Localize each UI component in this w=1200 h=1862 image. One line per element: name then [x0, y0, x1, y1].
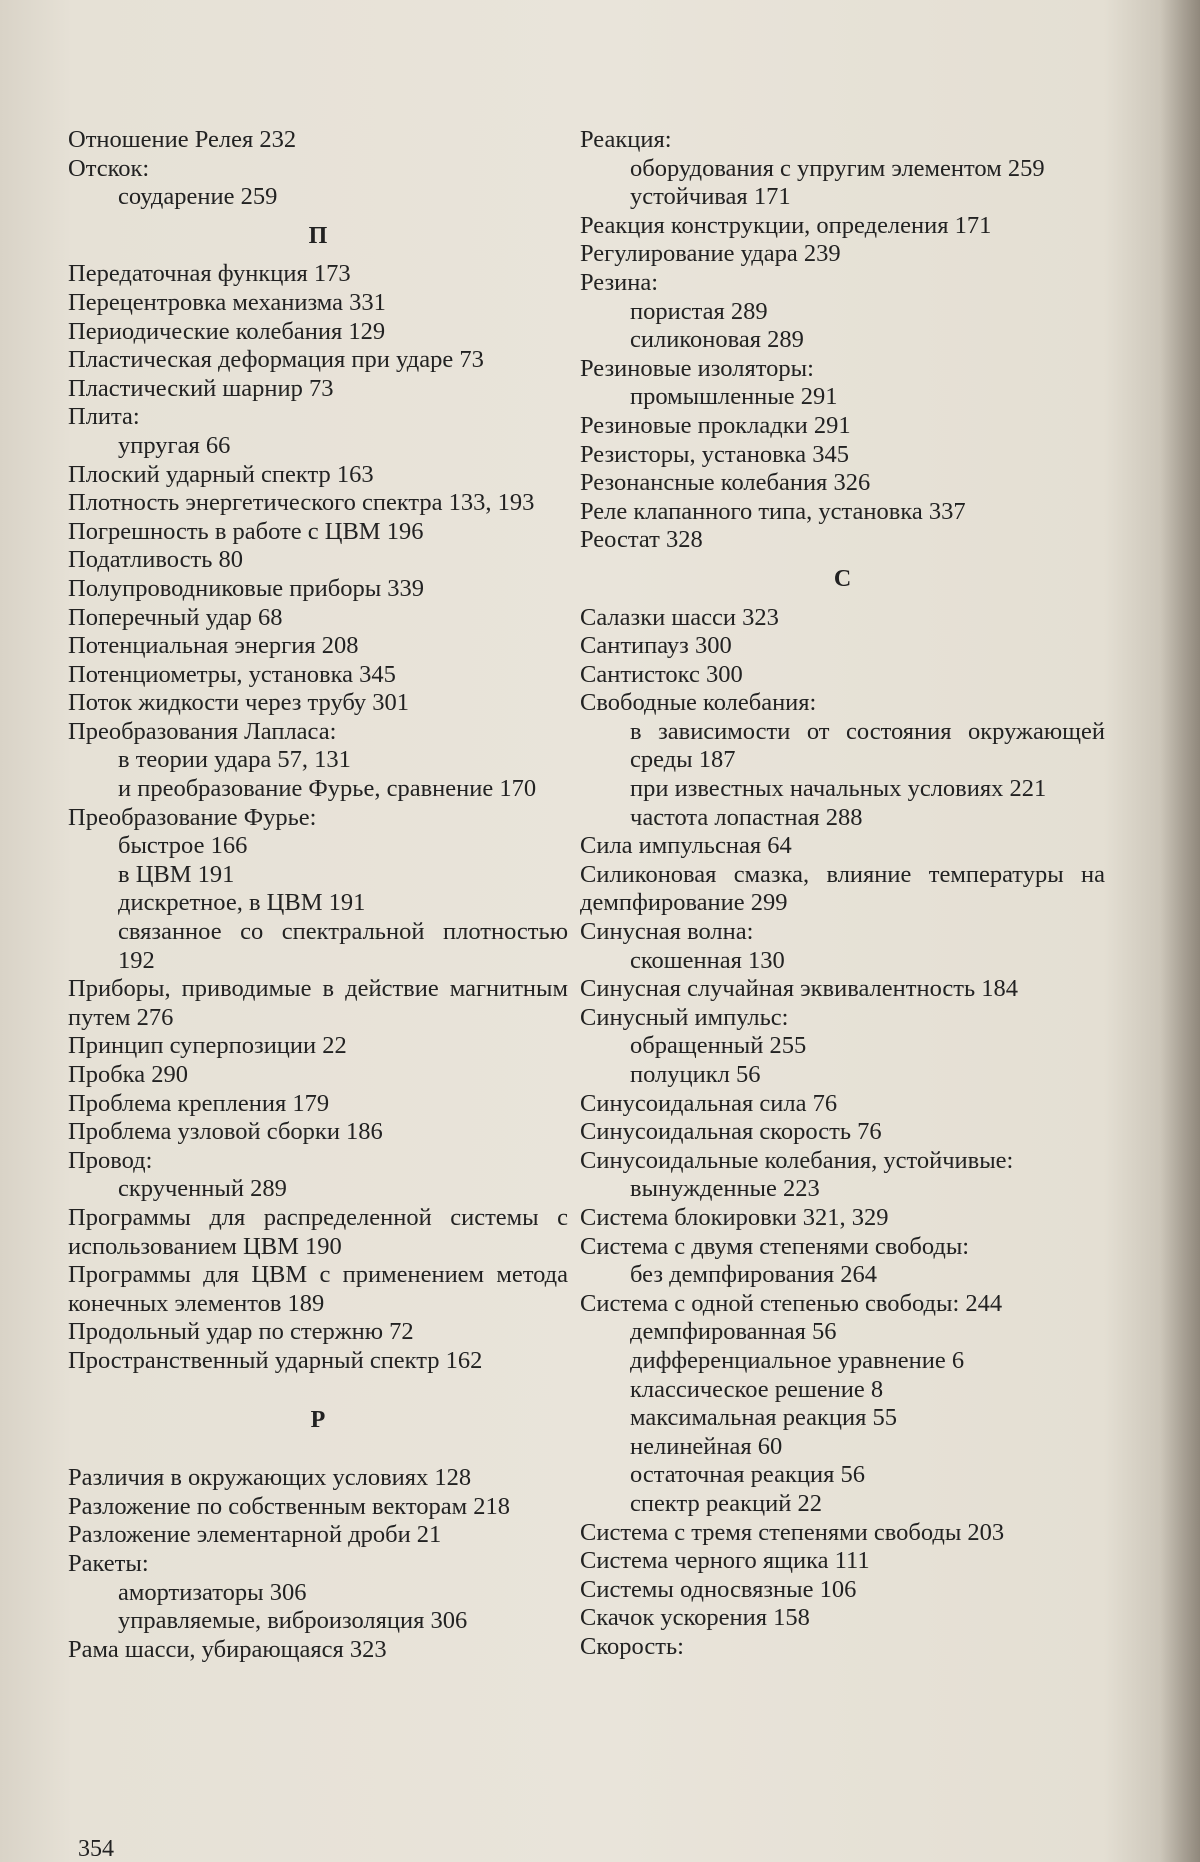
section-letter: С [833, 565, 852, 592]
index-subentry: пористая 289 [630, 297, 768, 325]
index-subentry: нелинейная 60 [630, 1432, 783, 1460]
index-entry: Пространственный ударный спектр 162 [68, 1346, 483, 1374]
index-entry: Проблема крепления 179 [68, 1089, 330, 1117]
index-subentry: амортизаторы 306 [118, 1578, 307, 1606]
index-entry: Резиновые прокладки 291 [580, 411, 851, 439]
index-column-left [68, 126, 568, 1664]
index-subentry: обращенный 255 [630, 1032, 807, 1060]
index-subentry: без демпфирования 264 [630, 1261, 878, 1289]
index-entry: Проблема узловой сборки 186 [68, 1118, 383, 1146]
index-subentry: соударение 259 [118, 183, 278, 211]
index-entry: Сантистокс 300 [580, 660, 743, 688]
index-entry: Рама шасси, убирающаяся 323 [68, 1635, 387, 1663]
index-subentry: дифференциальное уравнение 6 [630, 1346, 965, 1374]
index-entry: Полупроводниковые приборы 339 [68, 574, 425, 602]
index-entry: Система черного ящика 111 [580, 1547, 870, 1575]
index-subentry: быстрое 166 [118, 832, 248, 860]
index-entry: Силиконовая смазка, влияние температуры на демпфирование 299 [580, 860, 1105, 917]
index-entry: Потенциометры, установка 345 [68, 660, 396, 688]
index-entry: Резисторы, установка 345 [580, 440, 849, 468]
index-subentry: при известных начальных условиях 221 [630, 775, 1047, 803]
index-subentry: классическое решение 8 [630, 1375, 884, 1403]
index-entry: Системы односвязные 106 [580, 1575, 857, 1603]
index-subentry: в ЦВМ 191 [118, 860, 235, 888]
index-entry: Резина: [580, 268, 659, 296]
index-subentry: максимальная реакция 55 [630, 1404, 898, 1432]
index-subentry: связанное со спектральной плотностью 192 [118, 918, 568, 974]
index-subentry: скошенная 130 [630, 946, 785, 974]
page-edge-shadow [1160, 0, 1200, 1862]
index-entry: Податливость 80 [68, 546, 244, 574]
index-entry: Резиновые изоляторы: [580, 354, 814, 382]
index-entry: Синусоидальные колебания, устойчивые: [580, 1146, 1014, 1174]
index-entry: Система с тремя степенями свободы 203 [580, 1518, 1005, 1546]
index-subentry: частота лопастная 288 [630, 803, 863, 831]
index-entry: Потенциальная энергия 208 [68, 632, 359, 660]
index-entry: Продольный удар по стержню 72 [68, 1318, 414, 1346]
section-letter: П [308, 222, 328, 249]
index-entry: Программы для ЦВМ с применением метода конечных элементов 189 [68, 1261, 568, 1317]
index-entry: Программы для распределенной системы с использованием ЦВМ 190 [68, 1203, 568, 1260]
index-entry: Реле клапанного типа, установка 337 [580, 497, 966, 525]
index-entry: Пробка 290 [68, 1061, 188, 1088]
index-subentry: устойчивая 171 [630, 183, 791, 211]
index-entry: Передаточная функция 173 [68, 260, 351, 288]
index-subentry: и преобразование Фурье, сравнение 170 [118, 775, 537, 803]
index-entry: Скорость: [580, 1632, 684, 1660]
index-subentry: промышленные 291 [630, 383, 838, 411]
index-entry: Реакция: [580, 126, 672, 153]
index-column-right [580, 126, 1105, 1661]
index-entry: Синусная волна: [580, 918, 754, 946]
index-subentry: остаточная реакция 56 [630, 1461, 865, 1489]
index-entry: Реакция конструкции, определения 171 [580, 211, 992, 239]
index-subentry: в теории удара 57, 131 [118, 746, 351, 774]
index-entry: Система с одной степенью свободы: 244 [580, 1289, 1003, 1317]
index-entry: Ракеты: [68, 1549, 149, 1577]
index-entry: Плита: [68, 403, 140, 431]
index-subentry: вынужденные 223 [630, 1175, 820, 1203]
index-entry: Разложение по собственным векторам 218 [68, 1492, 511, 1520]
index-subentry: полуцикл 56 [630, 1061, 761, 1088]
index-entry: Система с двумя степенями свободы: [580, 1232, 970, 1260]
index-entry: Салазки шасси 323 [580, 603, 779, 631]
index-entry: Преобразование Фурье: [68, 803, 317, 831]
index-entry: Перецентровка механизма 331 [68, 288, 386, 316]
index-entry: Различия в окружающих условиях 128 [68, 1464, 472, 1492]
index-subentry: в зависимости от состояния окружающей среды 187 [630, 717, 1105, 774]
page-number: 354 [78, 1836, 114, 1862]
index-subentry: скрученный 289 [118, 1175, 287, 1203]
index-entry: Преобразования Лапласа: [68, 717, 337, 745]
index-subentry: спектр реакций 22 [630, 1489, 822, 1517]
section-letter: Р [310, 1406, 326, 1433]
index-subentry: силиконовая 289 [630, 326, 804, 354]
index-entry: Реостат 328 [580, 526, 703, 554]
index-entry: Разложение элементарной дроби 21 [68, 1521, 442, 1549]
index-entry: Пластическая деформация при ударе 73 [68, 346, 484, 374]
index-entry: Периодические колебания 129 [68, 317, 386, 345]
index-subentry: дискретное, в ЦВМ 191 [118, 889, 366, 917]
index-subentry: оборудования с упругим элементом 259 [630, 154, 1045, 182]
index-entry: Отношение Релея 232 [68, 126, 297, 153]
index-subentry: упругая 66 [118, 431, 231, 459]
index-entry: Плоский ударный спектр 163 [68, 460, 374, 488]
index-entry: Погрешность в работе с ЦВМ 196 [68, 517, 424, 545]
index-entry: Приборы, приводимые в действие магнитным путем 276 [68, 975, 568, 1031]
index-entry: Пластический шарнир 73 [68, 374, 334, 402]
index-entry: Принцип суперпозиции 22 [68, 1032, 347, 1060]
index-subentry: управляемые, виброизоляция 306 [118, 1607, 468, 1635]
index-subentry: демпфированная 56 [630, 1318, 837, 1346]
index-entry: Синусный импульс: [580, 1003, 789, 1031]
index-entry: Поперечный удар 68 [68, 603, 283, 631]
index-entry: Сантипауз 300 [580, 632, 732, 660]
index-entry: Провод: [68, 1146, 153, 1174]
index-entry: Плотность энергетического спектра 133, 193 [68, 489, 535, 517]
index-entry: Сила импульсная 64 [580, 832, 792, 860]
index-entry: Синусная случайная эквивалентность 184 [580, 975, 1019, 1003]
index-entry: Резонансные колебания 326 [580, 469, 871, 497]
index-entry: Поток жидкости через трубу 301 [68, 689, 410, 717]
index-entry: Синусоидальная скорость 76 [580, 1118, 882, 1146]
index-entry: Отскок: [68, 154, 150, 182]
index-entry: Скачок ускорения 158 [580, 1604, 810, 1632]
index-entry: Система блокировки 321, 329 [580, 1203, 889, 1231]
index-entry: Свободные колебания: [580, 689, 817, 717]
index-entry: Синусоидальная сила 76 [580, 1089, 838, 1117]
index-entry: Регулирование удара 239 [580, 240, 841, 268]
